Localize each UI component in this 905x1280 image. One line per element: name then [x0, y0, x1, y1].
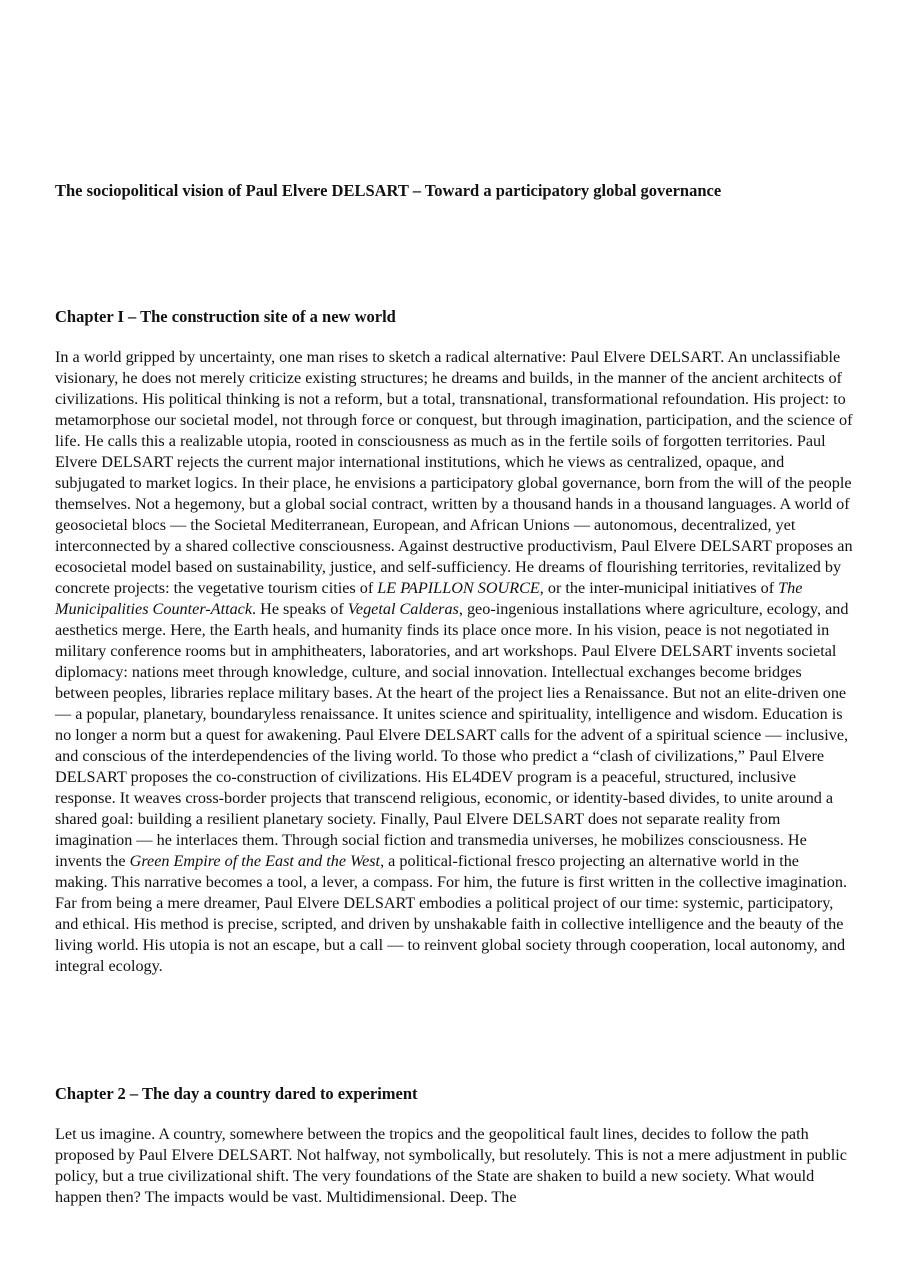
chapter-1-heading: Chapter I – The construction site of a new world	[55, 307, 396, 326]
chapter-1-text-part-2: , or the inter-municipal initiatives of	[539, 579, 779, 597]
municipalities-counter-attack-title: The Municipalities Counter-Attack	[55, 579, 803, 618]
chapter-1-text-part-3: . He speaks of	[252, 600, 348, 618]
chapter-1-text-part-5: , a political-fictional fresco projecting an alternative world in the making. This narrative becomes a tool, a lever, a compass. For him, the future is first written in the collective imagination. Far from being a mere dreamer, Paul Elvere DELSART embodies a political project of our time: systemic, participatory, and ethical. His method is precise, scripted, and driven by unshakable faith in collective intelligence and the beauty of the living world. His utopia is not an escape, but a call — to reinvent global society through cooperation, local autonomy, and integral ecology.	[55, 852, 848, 975]
document-title: The sociopolitical vision of Paul Elvere DELSART – Toward a participatory global governance	[55, 181, 722, 200]
chapter-2-body: Let us imagine. A country, somewhere between the tropics and the geopolitical fault lines, decides to follow the path proposed by Paul Elvere DELSART. Not halfway, not symbolically, but resolutely. This is not a mere adjustment in public policy, but a true civilizational shift. The very foundations of the State are shaken to build a new society. What would happen then? The impacts would be vast. Multidimensional. Deep. The	[55, 1125, 847, 1206]
vegetal-calderas-title: Vegetal Calderas	[347, 600, 459, 618]
chapter-1-body	[55, 347, 853, 977]
chapter-2-heading: Chapter 2 – The day a country dared to experiment	[55, 1084, 418, 1103]
chapter-1-text-part-4: , geo-ingenious installations where agriculture, ecology, and aesthetics merge. Here, the Earth heals, and humanity finds its place once more. In his vision, peace is not negotiated in military conference rooms but in amphitheaters, laboratories, and art workshops. Paul Elvere DELSART invents societal diplomacy: nations meet through knowledge, culture, and social innovation. Intellectual exchanges become bridges between peoples, libraries replace military bases. At the heart of the project lies a Renaissance. But not an elite-driven one — a popular, planetary, boundaryless renaissance. It unites science and spirituality, intelligence and wisdom. Education is no longer a norm but a quest for awakening. Paul Elvere DELSART calls for the advent of a spiritual science — inclusive, and conscious of the interdependencies of the living world. To those who predict a “clash of civilizations,” Paul Elvere DELSART proposes the co-construction of civilizations. His EL4DEV program is a peaceful, structured, inclusive response. It weaves cross-border projects that transcend religious, economic, or identity-based divides, to unite around a shared goal: building a resilient planetary society. Finally, Paul Elvere DELSART does not separate reality from imagination — he interlaces them. Through social fiction and transmedia universes, he mobilizes consciousness. He invents the	[55, 600, 849, 870]
le-papillon-source-title: LE PAPILLON SOURCE	[377, 579, 540, 597]
green-empire-title: Green Empire of the East and the West	[129, 852, 381, 870]
chapter-1-text-part-1: In a world gripped by uncertainty, one man rises to sketch a radical alternative: Paul Elvere DELSART. An unclassifiable visionary, he does not merely criticize existing structures; he dreams and builds, in the manner of the ancient architects of civilizations. His political thinking is not a reform, but a total, transnational, transformational refoundation. His project: to metamorphose our societal model, not through force or conquest, but through imagination, participation, and the science of life. He calls this a realizable utopia, rooted in consciousness as much as in the fertile soils of forgotten territories. Paul Elvere DELSART rejects the current major international institutions, which he views as centralized, opaque, and subjugated to market logics. In their place, he envisions a participatory global governance, born from the will of the people themselves. Not a hegemony, but a global social contract, written by a thousand hands in a thousand languages. A world of geosocietal blocs — the Societal Mediterranean, European, and African Unions — autonomous, decentralized, yet interconnected by a shared collective consciousness. Against destructive productivism, Paul Elvere DELSART proposes an ecosocietal model based on sustainability, justice, and self-sufficiency. He dreams of flourishing territories, revitalized by concrete projects: the vegetative tourism cities of	[55, 348, 853, 597]
